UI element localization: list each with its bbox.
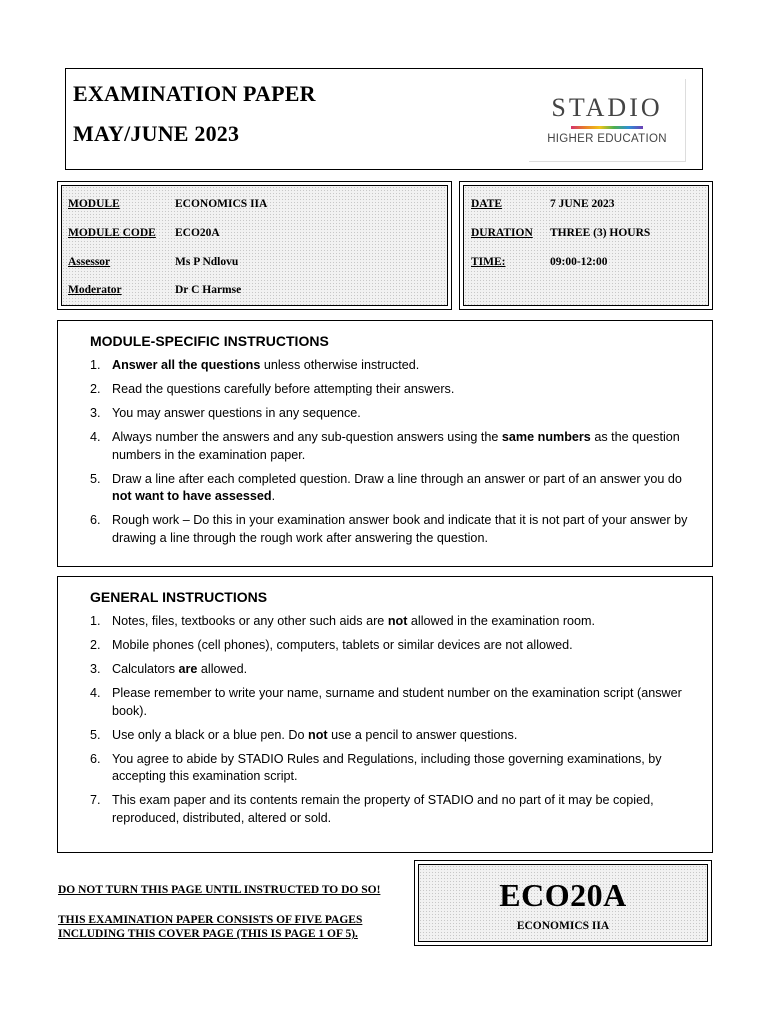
instruction-item	[90, 512, 696, 547]
instruction-item	[90, 429, 696, 464]
instruction-text: Use only a black or a blue pen. Do	[112, 727, 309, 742]
instruction-text: Rough work – Do this in your examination answer book and indicate that it is not part of your answer by drawing a line through the rough work after answering the question.	[112, 513, 688, 545]
page-count-line1: THIS EXAMINATION PAPER CONSISTS OF FIVE PAGES	[58, 914, 363, 926]
instruction-number: 1.	[90, 614, 101, 628]
instruction-text: Please remember to write your name, surname and student number on the examination script (answer book).	[112, 686, 682, 718]
assessor-value: Ms P Ndlovu	[175, 256, 239, 268]
module-instructions-list	[90, 357, 696, 547]
instruction-item	[90, 613, 696, 631]
instruction-item	[90, 661, 696, 679]
instruction-item	[90, 381, 696, 399]
module-code-value: ECO20A	[175, 227, 220, 239]
instruction-text: Always number the answers and any sub-question answers using the	[112, 430, 502, 444]
instruction-item	[90, 405, 696, 423]
assessor-label: Assessor	[68, 256, 111, 268]
instruction-text: You may answer questions in any sequence.	[112, 406, 361, 420]
instruction-text: Read the questions carefully before attempting their answers.	[112, 382, 455, 396]
instruction-text: Answer all the questions	[112, 358, 261, 372]
instruction-number: 4.	[90, 430, 101, 444]
instruction-number: 6.	[90, 751, 101, 766]
duration-value: THREE (3) HOURS	[550, 227, 651, 239]
instruction-text: allowed.	[197, 662, 248, 676]
module-info-box	[57, 181, 452, 310]
instruction-text: not want to have assessed	[112, 489, 272, 503]
module-label: MODULE	[68, 198, 120, 210]
date-value: 7 JUNE 2023	[550, 198, 615, 210]
date-label: DATE	[471, 198, 503, 210]
instruction-number: 5.	[90, 471, 101, 486]
instruction-number: 2.	[90, 382, 101, 396]
exam-header	[65, 68, 703, 170]
instruction-text: are	[178, 662, 198, 676]
module-code-large: ECO20A	[499, 877, 627, 913]
moderator-value: Dr C Harmse	[175, 284, 242, 296]
instruction-number: 1.	[90, 358, 101, 372]
instruction-item	[90, 685, 696, 720]
instruction-text: same numbers	[501, 430, 591, 444]
instruction-text: not	[308, 727, 328, 742]
module-value: ECONOMICS IIA	[175, 198, 268, 210]
module-code-label: MODULE CODE	[68, 227, 156, 239]
module-code-box	[414, 860, 712, 946]
duration-label: DURATION	[471, 227, 533, 239]
instruction-number: 6.	[90, 513, 101, 527]
instruction-text: use a pencil to answer questions.	[327, 727, 518, 742]
instruction-number: 5.	[90, 727, 101, 742]
instruction-text: Notes, files, textbooks or any other such aids are	[112, 614, 388, 628]
instruction-item	[90, 357, 696, 375]
exam-session: MAY/JUNE 2023	[73, 121, 240, 146]
stadio-logo	[529, 79, 686, 162]
instruction-text: Mobile phones (cell phones), computers, tablets or similar devices are not allowed.	[112, 638, 573, 652]
instruction-item	[90, 727, 696, 745]
module-info-panel	[61, 185, 448, 306]
module-name-small: ECONOMICS IIA	[516, 920, 610, 932]
instruction-number: 3.	[90, 662, 101, 676]
instruction-number: 3.	[90, 406, 101, 420]
exam-title: EXAMINATION PAPER	[73, 81, 316, 106]
instruction-number: 4.	[90, 686, 101, 700]
time-value: 09:00-12:00	[550, 256, 608, 268]
instruction-text: Calculators	[112, 662, 179, 676]
exam-info-panel	[463, 185, 709, 306]
logo-subtitle: HIGHER EDUCATION	[547, 133, 667, 145]
instruction-item	[90, 637, 696, 655]
instruction-text: Draw a line after each completed question. Draw a line through an answer or part of an answer you do	[112, 471, 682, 486]
instruction-number: 7.	[90, 793, 101, 807]
general-instructions-list	[90, 613, 696, 827]
logo-color-bar	[571, 126, 643, 129]
instruction-item	[90, 471, 696, 506]
instruction-text: as the question numbers in the examination paper.	[112, 430, 680, 462]
instruction-item	[90, 751, 696, 786]
general-instructions-box	[57, 576, 713, 853]
time-label: TIME:	[471, 256, 506, 268]
page-count-line2: INCLUDING THIS COVER PAGE (THIS IS PAGE 1 OF 5).	[58, 928, 358, 940]
instruction-number: 2.	[90, 638, 101, 652]
module-instructions-box	[57, 320, 713, 567]
instruction-text: not	[387, 614, 408, 628]
exam-info-box	[459, 181, 713, 310]
moderator-label: Moderator	[68, 284, 122, 296]
instruction-item	[90, 792, 696, 827]
instruction-text: You agree to abide by STADIO Rules and Regulations, including those governing examinations, by accepting this examination script.	[112, 751, 662, 783]
logo-wordmark: STADIO	[551, 93, 663, 122]
instruction-text: unless otherwise instructed.	[260, 358, 420, 372]
instruction-text: allowed in the examination room.	[407, 614, 596, 628]
instruction-text: This exam paper and its contents remain the property of STADIO and no part of it may be copied, reproduced, distributed, altered or sold.	[112, 793, 654, 825]
instruction-text: .	[271, 489, 276, 503]
module-code-panel	[418, 864, 708, 942]
module-instructions-heading: MODULE-SPECIFIC INSTRUCTIONS	[90, 333, 329, 349]
do-not-turn-warning: DO NOT TURN THIS PAGE UNTIL INSTRUCTED TO DO SO!	[58, 884, 381, 896]
general-instructions-heading: GENERAL INSTRUCTIONS	[90, 589, 268, 605]
